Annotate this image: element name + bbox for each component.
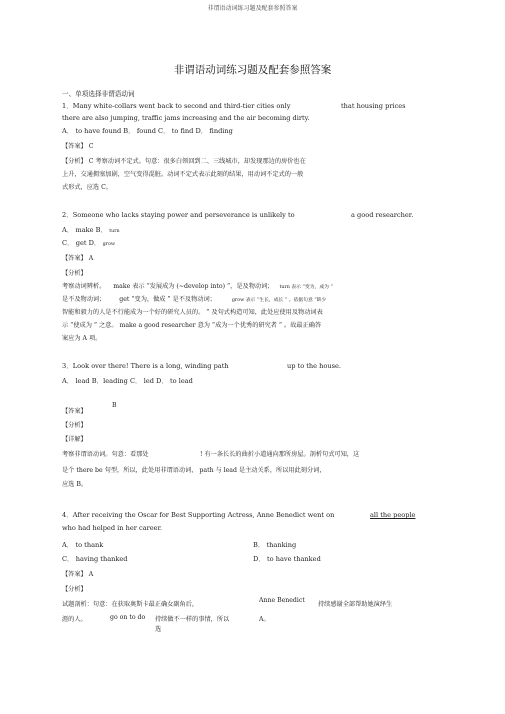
q4-stem-line1-tail: all the people — [370, 511, 416, 519]
q3-answer-label: 【答案】 — [62, 408, 87, 415]
q4-answer: 【答案】 A — [62, 571, 94, 578]
q2-options-ab-text: A． make B． — [62, 226, 108, 234]
q2-analysis-line5: 案应为 A 项。 — [62, 335, 102, 342]
q2-options-cd — [62, 239, 115, 249]
q1-answer: 【答案】 C — [62, 143, 94, 150]
q4-analysis-heading: 【分析】 — [62, 586, 87, 593]
q1-stem-line2: there are also jumping, traffic jams increasing and the air becoming dirty. — [62, 114, 310, 122]
q3-explain-line3: 应选 B。 — [62, 481, 88, 488]
q4-option-b: B． thanking — [253, 541, 297, 549]
q4-explain-line3: 选 — [155, 626, 162, 633]
q1-analysis-line1: 【分析】 C 考察动词不定式。句意：很多白领回到二、三线城市，却发现那边的房价也在 — [62, 158, 306, 165]
q4-explain-line2: 涯的人。 — [62, 616, 87, 623]
q2-options-ab — [62, 226, 120, 236]
q1-options: A． to have found B． found C． to find D． finding — [62, 127, 233, 135]
q4-stem-line1: 4．After receiving the Oscar for Best Supporting Actress, Anne Benedict went on — [62, 511, 335, 519]
q2-stem: 2．Someone who lacks staying power and perseverance is unlikely to — [62, 211, 295, 219]
q1-stem-line1-tail: that housing prices — [341, 102, 406, 110]
q2-l1b: make 表示 “发展成为 (~develop into) ”，是及物动词； — [113, 283, 274, 290]
q2-analysis-line4: 示 “使成为 ” 之意。 make a good researcher 意为 “成为一个优秀的研究者 ” 。故最正确答 — [62, 322, 322, 329]
q3-options: A． lead B．leading C． led D． to lead — [62, 377, 193, 385]
q4-explain-line2-mid: 持续做不一样的事情，所以 — [155, 616, 230, 623]
q4-explain-phrase: go on to do — [110, 614, 146, 621]
q1-analysis-line2: 上升，交通拥塞加剧，空气变得混脏。动词不定式表示此刻的结果，用动词不定式的一般 — [62, 171, 304, 178]
q2-answer: 【答案】 A — [62, 255, 94, 262]
q2-analysis-heading: 【分析】 — [62, 270, 87, 277]
q2-l1a: 考察动词辨析。 — [62, 283, 106, 290]
q2-analysis-line1 — [62, 281, 333, 290]
section-heading: 一、单项选择非谓语动词 — [62, 90, 135, 98]
q4-explain-name: Anne Benedict — [259, 597, 305, 604]
q4-explain-line1-tail: 持续感谢全部帮助她演绎生 — [318, 601, 393, 608]
q2-options-cd-text: C． get D． — [62, 239, 101, 247]
q4-option-d: D． to have thanked — [253, 555, 321, 563]
q4-option-a: A． to thank — [62, 541, 104, 549]
q2-option-b: turn — [109, 229, 120, 234]
q3-answer-value: B — [112, 402, 117, 409]
q3-explain-line2: 是个 there be 句型，所以，此处用非谓语动词， path 与 lead 是主动关系，所以用此刻分词， — [62, 467, 326, 474]
q1-analysis-line3: 式形式，应选 C。 — [62, 184, 113, 191]
q3-stem-tail: up to the house. — [287, 362, 342, 370]
q3-stem: 3．Look over there! There is a long, winding path — [62, 362, 229, 370]
q4-explain-line1: 试题剖析：句意：在获取奥斯卡最正确女副角后， — [62, 601, 199, 608]
q2-l2a: 是不及物动词； — [62, 296, 106, 303]
page-title: 非谓语动词练习题及配套参照答案 — [173, 64, 332, 76]
q2-l1c: turn 表示 “变为，成为 ” — [279, 285, 333, 290]
q3-analysis: 【分析】 — [62, 422, 87, 429]
page-header: 非谓语动词练习题及配套参照答案 — [207, 5, 298, 12]
q2-l2b: get “变为，做成 ” 是不及物动词； — [119, 296, 216, 303]
q3-detail: 【详解】 — [62, 436, 87, 443]
q4-stem-line2: who had helped in her career. — [62, 524, 163, 532]
q3-explain-line1-tail: ! 有一条长长的曲折小道通向那所房屋。剖析句式可知，这 — [200, 451, 360, 458]
q1-stem-line1: 1．Many white-collars went back to second and third-tier cities only — [62, 102, 291, 110]
q3-explain-line1: 考察非谓语动词。句意：看那处 — [62, 451, 149, 458]
q4-explain-line2-answer: A。 — [259, 616, 270, 623]
q4-option-c: C． having thanked — [62, 555, 128, 563]
q2-analysis-line2 — [62, 294, 326, 303]
q2-option-d: grow — [102, 242, 115, 247]
q2-l2c: grow 表示 “生长，成长 ” 。依据句意 “缺少 — [231, 298, 327, 303]
q2-stem-tail: a good researcher. — [351, 211, 414, 219]
q2-analysis-line3: 智能和毅力的人是不行能成为一个好的研究人员的。 ” 及句式构造可知，此处应使用及物动词表 — [62, 309, 323, 316]
